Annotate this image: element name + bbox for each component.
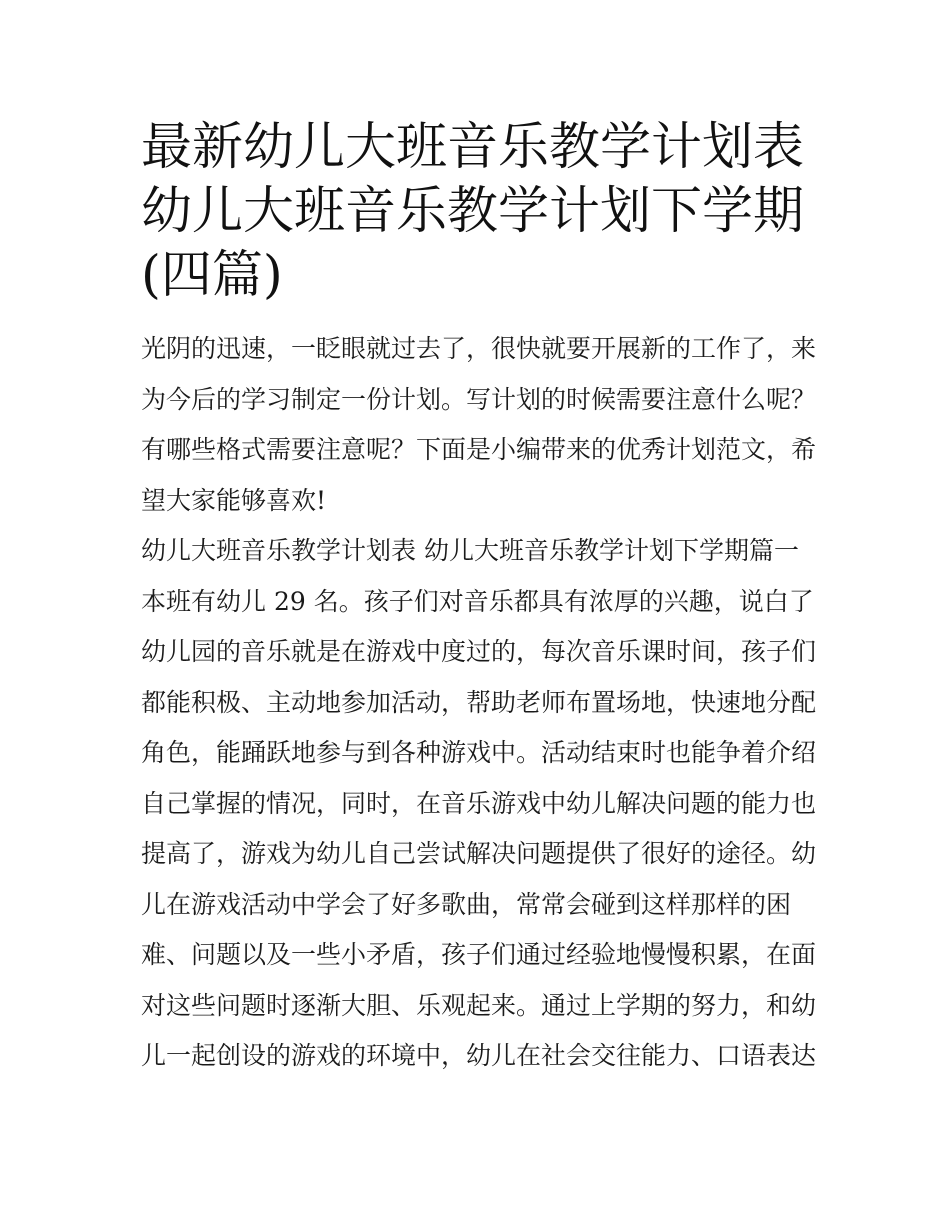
text-line: 本班有幼儿 29 名。孩子们对音乐都具有浓厚的兴趣，说白了 <box>141 586 814 616</box>
text-line: 幼儿园的音乐就是在游戏中度过的，每次音乐课时间，孩子们 <box>141 637 816 666</box>
text-line: 有哪些格式需要注意呢？下面是小编带来的优秀计划范文，希 <box>141 435 816 464</box>
document-body <box>141 324 816 1082</box>
text-line: 都能积极、主动地参加活动，帮助老师布置场地，快速地分配 <box>141 687 816 717</box>
text-line: 儿一起创设的游戏的环境中，幼儿在社会交往能力、口语表达 <box>141 1041 816 1070</box>
section-heading-line: 幼儿大班音乐教学计划表 幼儿大班音乐教学计划下学期篇一 <box>141 536 799 565</box>
text-line: 望大家能够喜欢! <box>141 485 327 515</box>
text-line: 提高了，游戏为幼儿自己尝试解决问题提供了很好的途径。幼 <box>141 839 816 868</box>
text-line: 角色，能踊跃地参与到各种游戏中。活动结束时也能争着介绍 <box>141 738 816 767</box>
document-content <box>141 116 816 1082</box>
text-line: 难、问题以及一些小矛盾，孩子们通过经验地慢慢积累，在面 <box>141 940 816 969</box>
text-line: 儿在游戏活动中学会了好多歌曲，常常会碰到这样那样的困 <box>141 889 792 919</box>
text-line: 对这些问题时逐渐大胆、乐观起来。通过上学期的努力，和幼 <box>141 990 816 1020</box>
title-line: 最新幼儿大班音乐教学计划表 <box>141 118 805 177</box>
title-line: 幼儿大班音乐教学计划下学期 <box>141 182 805 241</box>
text-line: 光阴的迅速，一眨眼就过去了，很快就要开展新的工作了，来 <box>141 334 816 363</box>
text-line: 自己掌握的情况，同时，在音乐游戏中幼儿解决问题的能力也 <box>141 788 816 818</box>
text-line: 为今后的学习制定一份计划。写计划的时候需要注意什么呢？ <box>141 384 816 414</box>
title-line: (四篇) <box>141 246 283 305</box>
document-title <box>141 116 816 308</box>
